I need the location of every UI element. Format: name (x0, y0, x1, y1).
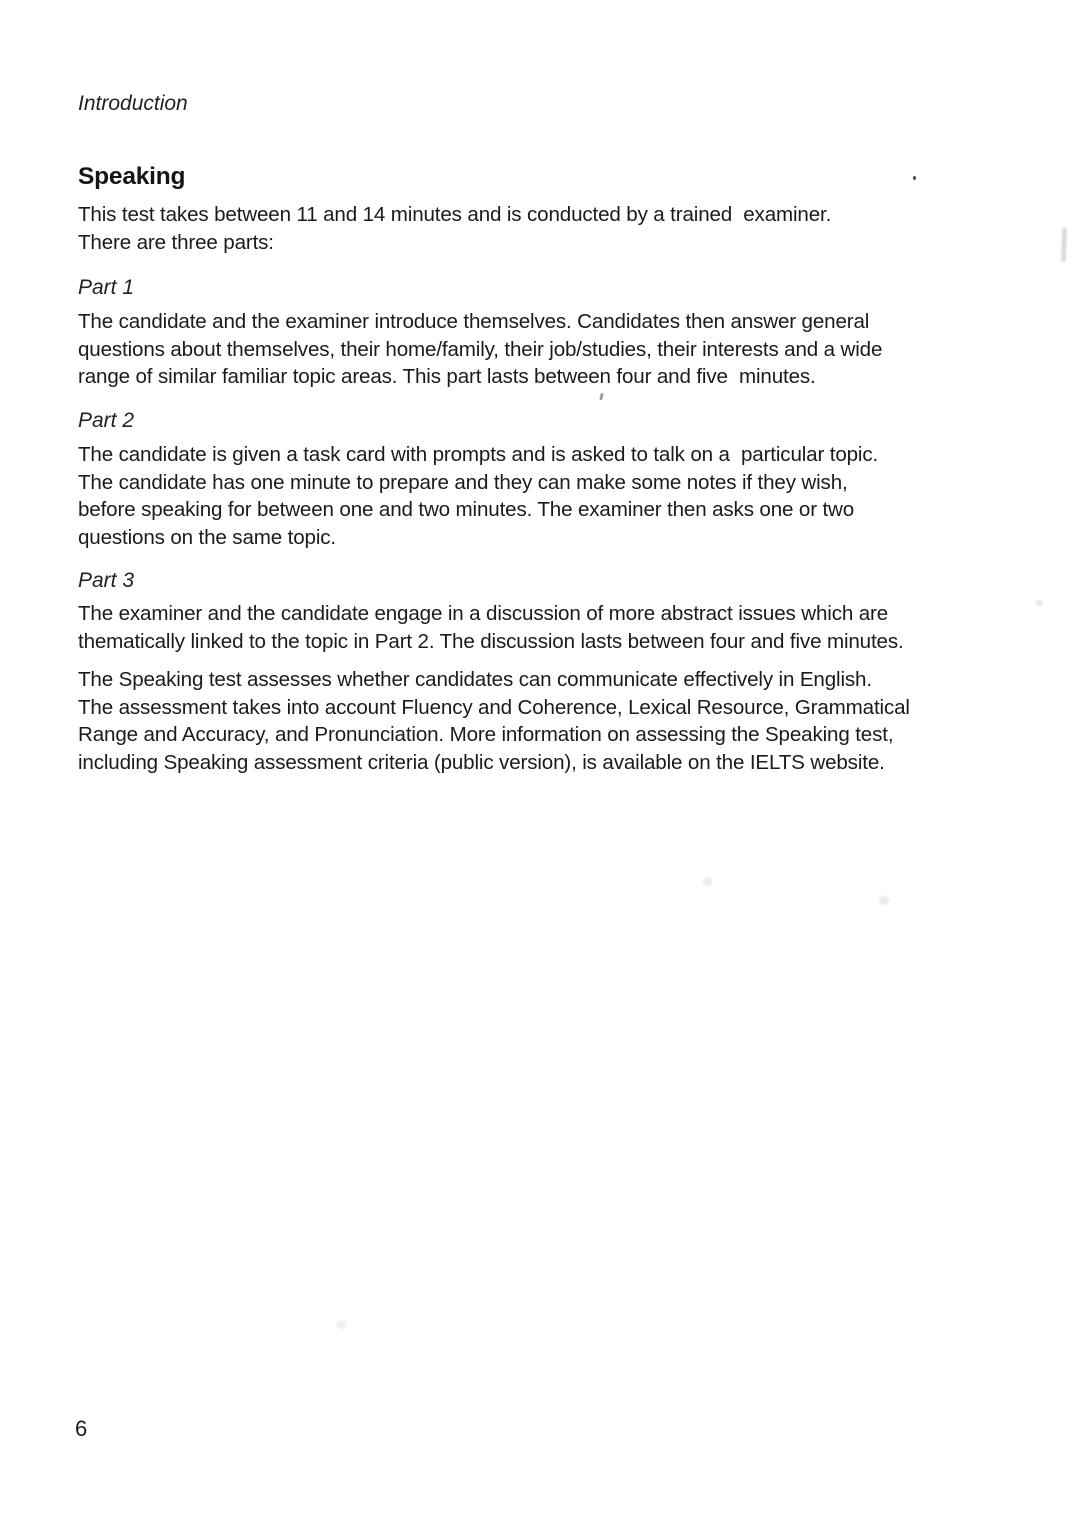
part-3-paragraph (78, 600, 1038, 655)
part-3-label: Part 3 (78, 569, 135, 592)
paragraph-line: The Speaking test assesses whether candidates can communicate effectively in English. (78, 668, 872, 691)
closing-paragraph (78, 666, 1038, 776)
scan-smudge (1061, 228, 1066, 262)
part-2-paragraph (78, 441, 1038, 551)
part-2-label: Part 2 (78, 409, 135, 432)
intro-paragraph (78, 201, 1038, 256)
paragraph-line: The candidate has one minute to prepare and they can make some notes if they wish, (78, 470, 848, 494)
paragraph-line: The candidate and the examiner introduce themselves. Candidates then answer general (78, 310, 870, 333)
paragraph-line: There are three parts: (78, 230, 274, 254)
paragraph-line: including Speaking assessment criteria (public version), is available on the IELTS website. (78, 750, 885, 774)
scan-speck (703, 877, 712, 886)
section-title-speaking: Speaking (78, 163, 186, 190)
scan-speck (879, 896, 889, 905)
part-1-paragraph (78, 308, 1038, 391)
page-number: 6 (75, 1416, 88, 1441)
running-header: Introduction (78, 92, 188, 115)
paragraph-line: questions about themselves, their home/family, their job/studies, their interests and a wide (78, 337, 883, 361)
paragraph-line: thematically linked to the topic in Part 2. The discussion lasts between four and five minutes. (78, 629, 904, 653)
scan-speck (599, 393, 603, 400)
paragraph-line: questions on the same topic. (78, 525, 336, 549)
paragraph-line: range of similar familiar topic areas. This part lasts between four and five minutes. (78, 365, 816, 388)
part-1-label: Part 1 (78, 276, 135, 299)
scan-speck (913, 176, 916, 180)
paragraph-line: The examiner and the candidate engage in a discussion of more abstract issues which are (78, 602, 889, 625)
paragraph-line: before speaking for between one and two minutes. The examiner then asks one or two (78, 498, 855, 521)
paragraph-line: Range and Accuracy, and Pronunciation. More information on assessing the Speaking test, (78, 723, 894, 746)
paragraph-line: This test takes between 11 and 14 minutes and is conducted by a trained examiner. (78, 203, 832, 226)
paragraph-line: The candidate is given a task card with prompts and is asked to talk on a particular topic. (78, 443, 879, 466)
scan-speck (336, 1320, 347, 1329)
paragraph-line: The assessment takes into account Fluency and Coherence, Lexical Resource, Grammatical (78, 695, 910, 719)
